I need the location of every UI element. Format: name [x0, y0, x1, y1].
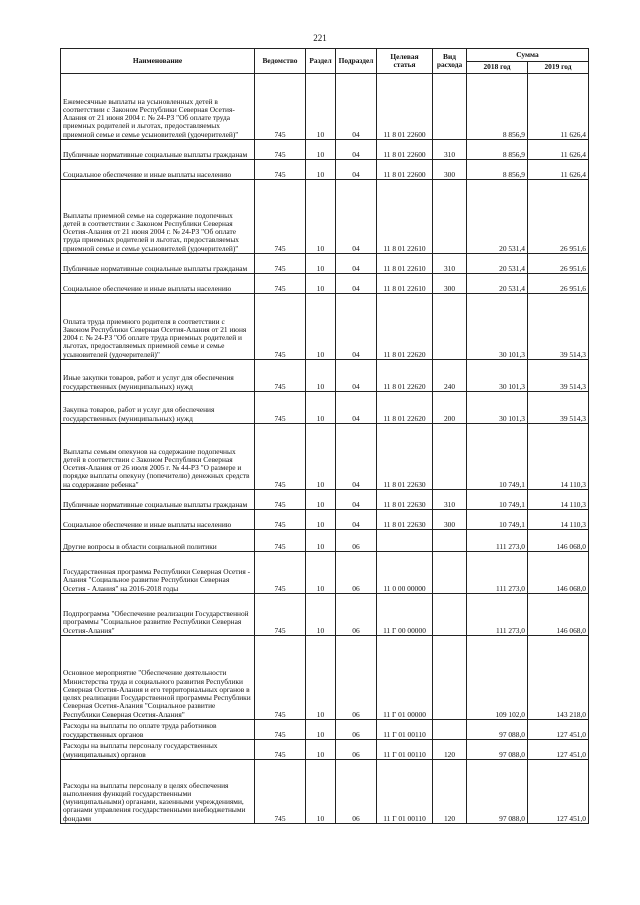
row-department: 745 — [255, 274, 306, 294]
row-amount-2018: 30 101,3 — [467, 360, 528, 392]
row-department: 745 — [255, 636, 306, 720]
row-subsection: 06 — [336, 720, 377, 740]
table-row — [61, 510, 589, 530]
row-name: Иные закупки товаров, работ и услуг для обеспечения государственных (муниципальных) нужд — [61, 360, 255, 392]
table-row — [61, 160, 589, 180]
table-body — [61, 74, 589, 824]
row-department: 745 — [255, 140, 306, 160]
row-target-article: 11 8 01 22620 — [377, 360, 433, 392]
row-department: 745 — [255, 74, 306, 140]
row-target-article: 11 0 00 00000 — [377, 552, 433, 594]
table-row — [61, 254, 589, 274]
table-row — [61, 274, 589, 294]
row-target-article: 11 8 01 22610 — [377, 274, 433, 294]
row-amount-2018: 97 088,0 — [467, 740, 528, 760]
row-expense-type: 120 — [433, 740, 467, 760]
row-name: Оплата труда приемного родителя в соответствии с Законом Республики Северная Осетия-Алания от 21 июня 2004 г. № 24-РЗ "Об оплате труда приемных родителей и льготах, предоставляемых приемной семье и семье усыновителей (удочерителей)" — [61, 294, 255, 360]
row-subsection: 04 — [336, 392, 377, 424]
row-subsection: 04 — [336, 140, 377, 160]
row-department: 745 — [255, 294, 306, 360]
row-target-article — [377, 530, 433, 552]
row-amount-2019: 143 218,0 — [528, 636, 589, 720]
table-row — [61, 294, 589, 360]
row-expense-type — [433, 180, 467, 254]
row-subsection: 06 — [336, 636, 377, 720]
row-expense-type: 240 — [433, 360, 467, 392]
row-expense-type: 310 — [433, 140, 467, 160]
row-expense-type: 310 — [433, 254, 467, 274]
row-amount-2018: 20 531,4 — [467, 274, 528, 294]
row-expense-type: 310 — [433, 490, 467, 510]
row-expense-type — [433, 720, 467, 740]
table-row — [61, 530, 589, 552]
row-amount-2018: 10 749,1 — [467, 510, 528, 530]
row-name: Выплаты семьям опекунов на содержание подопечных детей в соответствии с Законом Республики Северная Осетия-Алания от 26 июля 2005 г. № 44-РЗ "О размере и порядке выплаты опекуну (попечителю) денежных средств на содержание ребенка" — [61, 424, 255, 490]
row-target-article: 11 8 01 22630 — [377, 424, 433, 490]
row-expense-type: 300 — [433, 510, 467, 530]
row-name: Расходы на выплаты персоналу в целях обеспечения выполнения функций государственными (муниципальными) органами, казенными учреждениями, органами управления государственными внебюджетными фондами — [61, 760, 255, 824]
table-row — [61, 594, 589, 636]
row-section: 10 — [306, 594, 336, 636]
row-target-article: 11 8 01 22600 — [377, 140, 433, 160]
row-subsection: 06 — [336, 760, 377, 824]
row-section: 10 — [306, 740, 336, 760]
header-target-article: Целевая статья — [377, 49, 433, 74]
row-amount-2019: 26 951,6 — [528, 274, 589, 294]
header-year-2019: 2019 год — [528, 62, 589, 74]
row-subsection: 04 — [336, 254, 377, 274]
row-amount-2019: 146 068,0 — [528, 530, 589, 552]
row-section: 10 — [306, 636, 336, 720]
row-department: 745 — [255, 530, 306, 552]
row-department: 745 — [255, 760, 306, 824]
row-subsection: 04 — [336, 510, 377, 530]
row-section: 10 — [306, 552, 336, 594]
row-name: Ежемесячные выплаты на усыновленных детей в соответствии с Законом Республики Северная Осетия-Алания от 21 июня 2004 г. № 24-РЗ "Об оплате труда приемных родителей и льготах, предоставляемых приемной семье и семье усыновителей (удочерителей)" — [61, 74, 255, 140]
page-number: 221 — [313, 33, 327, 43]
row-name: Публичные нормативные социальные выплаты гражданам — [61, 490, 255, 510]
row-target-article: 11 8 01 22610 — [377, 180, 433, 254]
row-amount-2018: 111 273,0 — [467, 594, 528, 636]
row-amount-2019: 39 514,3 — [528, 360, 589, 392]
row-target-article: 11 8 01 22600 — [377, 74, 433, 140]
row-target-article: 11 8 01 22630 — [377, 490, 433, 510]
row-amount-2019: 11 626,4 — [528, 160, 589, 180]
row-department: 745 — [255, 720, 306, 740]
row-expense-type — [433, 424, 467, 490]
row-name: Публичные нормативные социальные выплаты гражданам — [61, 254, 255, 274]
row-target-article: 11 8 01 22620 — [377, 294, 433, 360]
row-department: 745 — [255, 740, 306, 760]
table-row — [61, 180, 589, 254]
row-target-article: 11 Г 01 00110 — [377, 760, 433, 824]
row-section: 10 — [306, 294, 336, 360]
table-row — [61, 140, 589, 160]
row-name: Публичные нормативные социальные выплаты гражданам — [61, 140, 255, 160]
row-section: 10 — [306, 392, 336, 424]
row-target-article: 11 8 01 22600 — [377, 160, 433, 180]
row-section: 10 — [306, 760, 336, 824]
row-amount-2019: 14 110,3 — [528, 424, 589, 490]
row-expense-type — [433, 594, 467, 636]
table-row — [61, 74, 589, 140]
row-section: 10 — [306, 510, 336, 530]
row-amount-2019: 14 110,3 — [528, 510, 589, 530]
table-row — [61, 760, 589, 824]
row-amount-2018: 30 101,3 — [467, 392, 528, 424]
header-department: Ведомство — [255, 49, 306, 74]
row-section: 10 — [306, 74, 336, 140]
budget-table — [60, 48, 589, 824]
row-expense-type — [433, 530, 467, 552]
row-amount-2018: 20 531,4 — [467, 180, 528, 254]
row-subsection: 04 — [336, 424, 377, 490]
table-row — [61, 552, 589, 594]
row-amount-2018: 8 856,9 — [467, 140, 528, 160]
row-subsection: 06 — [336, 594, 377, 636]
row-name: Подпрограмма "Обеспечение реализации Государственной программы "Социальное развитие Республики Северная Осетия-Алания" — [61, 594, 255, 636]
row-subsection: 04 — [336, 274, 377, 294]
row-amount-2018: 8 856,9 — [467, 160, 528, 180]
row-subsection: 04 — [336, 74, 377, 140]
header-year-2018: 2018 год — [467, 62, 528, 74]
row-amount-2018: 111 273,0 — [467, 552, 528, 594]
row-amount-2018: 30 101,3 — [467, 294, 528, 360]
row-department: 745 — [255, 594, 306, 636]
row-section: 10 — [306, 254, 336, 274]
row-target-article: 11 8 01 22620 — [377, 392, 433, 424]
row-department: 745 — [255, 160, 306, 180]
row-amount-2019: 26 951,6 — [528, 180, 589, 254]
row-subsection: 04 — [336, 360, 377, 392]
table-row — [61, 360, 589, 392]
row-target-article: 11 Г 01 00110 — [377, 720, 433, 740]
header-name: Наименование — [61, 49, 255, 74]
row-name: Выплаты приемной семье на содержание подопечных детей в соответствии с Законом Республики Северная Осетия-Алания от 21 июня 2004 г. № 24-РЗ "Об оплате труда приемных родителей и льготах, предоставляемых приемной семье и семье усыновителей (удочерителей)" — [61, 180, 255, 254]
row-amount-2019: 127 451,0 — [528, 760, 589, 824]
row-subsection: 04 — [336, 180, 377, 254]
row-amount-2018: 20 531,4 — [467, 254, 528, 274]
row-section: 10 — [306, 160, 336, 180]
row-expense-type — [433, 552, 467, 594]
row-amount-2019: 26 951,6 — [528, 254, 589, 274]
row-target-article: 11 Г 01 00110 — [377, 740, 433, 760]
row-amount-2019: 39 514,3 — [528, 392, 589, 424]
row-expense-type: 300 — [433, 160, 467, 180]
header-sum: Сумма — [467, 49, 589, 62]
row-department: 745 — [255, 424, 306, 490]
row-subsection: 06 — [336, 740, 377, 760]
row-name: Расходы на выплаты персоналу государственных (муниципальных) органов — [61, 740, 255, 760]
table-row — [61, 636, 589, 720]
row-name: Государственная программа Республики Северная Осетия - Алания "Социальное развитие Республики Северная Осетия - Алания" на 2016-2018 годы — [61, 552, 255, 594]
row-expense-type — [433, 636, 467, 720]
row-name: Социальное обеспечение и иные выплаты населению — [61, 160, 255, 180]
row-amount-2018: 97 088,0 — [467, 720, 528, 740]
row-section: 10 — [306, 530, 336, 552]
row-name: Закупка товаров, работ и услуг для обеспечения государственных (муниципальных) нужд — [61, 392, 255, 424]
row-target-article: 11 8 01 22630 — [377, 510, 433, 530]
table-row — [61, 740, 589, 760]
row-expense-type: 120 — [433, 760, 467, 824]
row-subsection: 06 — [336, 530, 377, 552]
row-amount-2019: 11 626,4 — [528, 74, 589, 140]
table-row — [61, 424, 589, 490]
row-target-article: 11 Г 00 00000 — [377, 594, 433, 636]
row-amount-2018: 109 102,0 — [467, 636, 528, 720]
row-amount-2019: 39 514,3 — [528, 294, 589, 360]
row-section: 10 — [306, 424, 336, 490]
row-department: 745 — [255, 180, 306, 254]
header-subsection: Подраздел — [336, 49, 377, 74]
row-amount-2019: 127 451,0 — [528, 740, 589, 760]
row-name: Другие вопросы в области социальной политики — [61, 530, 255, 552]
row-amount-2018: 8 856,9 — [467, 74, 528, 140]
row-target-article: 11 Г 01 00000 — [377, 636, 433, 720]
row-subsection: 04 — [336, 160, 377, 180]
row-target-article: 11 8 01 22610 — [377, 254, 433, 274]
row-section: 10 — [306, 490, 336, 510]
row-expense-type: 200 — [433, 392, 467, 424]
row-amount-2019: 146 068,0 — [528, 594, 589, 636]
row-amount-2018: 97 088,0 — [467, 760, 528, 824]
row-department: 745 — [255, 392, 306, 424]
row-subsection: 04 — [336, 490, 377, 510]
row-amount-2018: 111 273,0 — [467, 530, 528, 552]
row-department: 745 — [255, 552, 306, 594]
row-expense-type — [433, 74, 467, 140]
row-subsection: 06 — [336, 552, 377, 594]
row-name: Социальное обеспечение и иные выплаты населению — [61, 274, 255, 294]
row-subsection: 04 — [336, 294, 377, 360]
row-department: 745 — [255, 490, 306, 510]
row-section: 10 — [306, 274, 336, 294]
row-expense-type — [433, 294, 467, 360]
header-expense-type: Вид расхода — [433, 49, 467, 74]
row-amount-2019: 127 451,0 — [528, 720, 589, 740]
table-header — [61, 49, 589, 74]
header-section: Раздел — [306, 49, 336, 74]
row-amount-2019: 11 626,4 — [528, 140, 589, 160]
row-section: 10 — [306, 360, 336, 392]
row-section: 10 — [306, 720, 336, 740]
table-row — [61, 720, 589, 740]
row-department: 745 — [255, 254, 306, 274]
row-section: 10 — [306, 180, 336, 254]
row-amount-2018: 10 749,1 — [467, 490, 528, 510]
table-row — [61, 392, 589, 424]
row-department: 745 — [255, 510, 306, 530]
row-expense-type: 300 — [433, 274, 467, 294]
row-section: 10 — [306, 140, 336, 160]
row-amount-2018: 10 749,1 — [467, 424, 528, 490]
row-name: Социальное обеспечение и иные выплаты населению — [61, 510, 255, 530]
row-name: Расходы на выплаты по оплате труда работников государственных органов — [61, 720, 255, 740]
row-name: Основное мероприятие "Обеспечение деятельности Министерства труда и социального развития Республики Северная Осетия-Алания и его территориальных органов в целях реализации Государственной программы Республики Северная Осетия-Алания "Социальное развитие Республики Северная Осетия-Алания" — [61, 636, 255, 720]
row-amount-2019: 146 068,0 — [528, 552, 589, 594]
row-amount-2019: 14 110,3 — [528, 490, 589, 510]
table-row — [61, 490, 589, 510]
row-department: 745 — [255, 360, 306, 392]
